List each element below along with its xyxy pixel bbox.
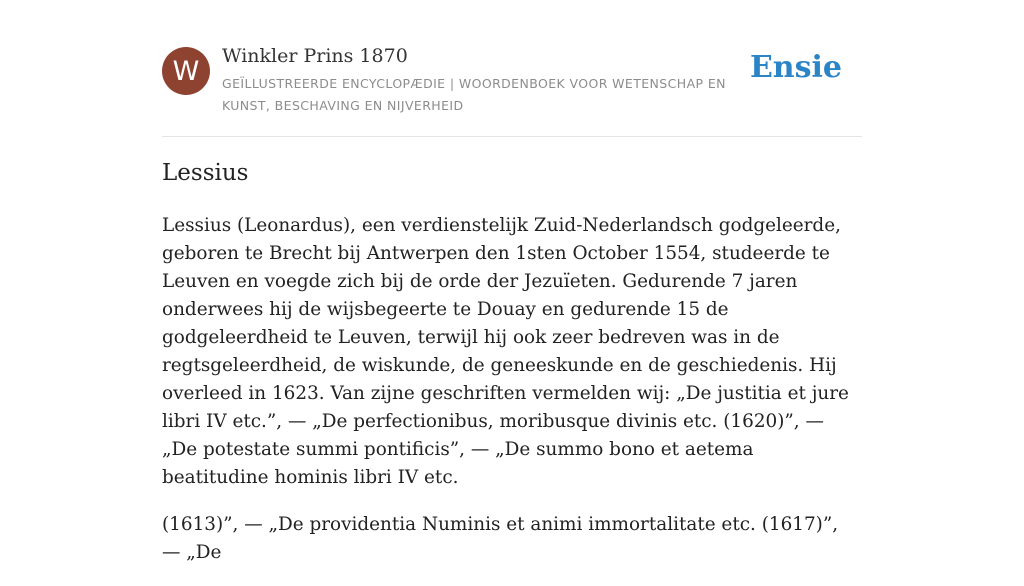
source-title-link[interactable]: Winkler Prins 1870 (222, 45, 408, 67)
article-paragraph: Lessius (Leonardus), een verdienstelijk Zuid-Nederlandsch godgeleerde, geboren te Brecht bij Antwerpen den 1sten October 1554, studeerde te Leuven en voegde zich bij de orde der Jezuïeten. Gedurende 7 jaren onderwees hij de wijsbegeerte te Douay en gedurende 15 de godgeleerdheid te Leuven, terwijl hij ook zeer bedreven was in de regtsgeleerdheid, de wiskunde, de geneeskunde en de geschiedenis. Hij overleed in 1623. Van zijne geschriften vermelden wij: „De justitia et jure libri IV etc.”, — „De perfectionibus, moribusque divinis etc. (1620)”, — „De potestate summi pontificis”, — „De summo bono et aetema beatitudine hominis libri IV etc. (162, 215, 849, 488)
page-container (162, 0, 862, 563)
avatar-letter: W (172, 55, 200, 87)
source-avatar[interactable] (162, 47, 210, 95)
article-paragraph: (1613)”, — „De providentia Numinis et animi immortalitate etc. (1617)”, — „De (162, 514, 839, 563)
ensie-logo[interactable]: Ensie (749, 50, 842, 85)
article-body (162, 212, 862, 586)
article-title: Lessius (162, 160, 249, 186)
source-header (162, 0, 862, 137)
source-subtitle: GEÏLLUSTREERDE ENCYCLOPÆDIE | WOORDENBOEK VOOR WETENSCHAP EN KUNST, BESCHAVING EN NIJVERHEID (222, 76, 726, 113)
